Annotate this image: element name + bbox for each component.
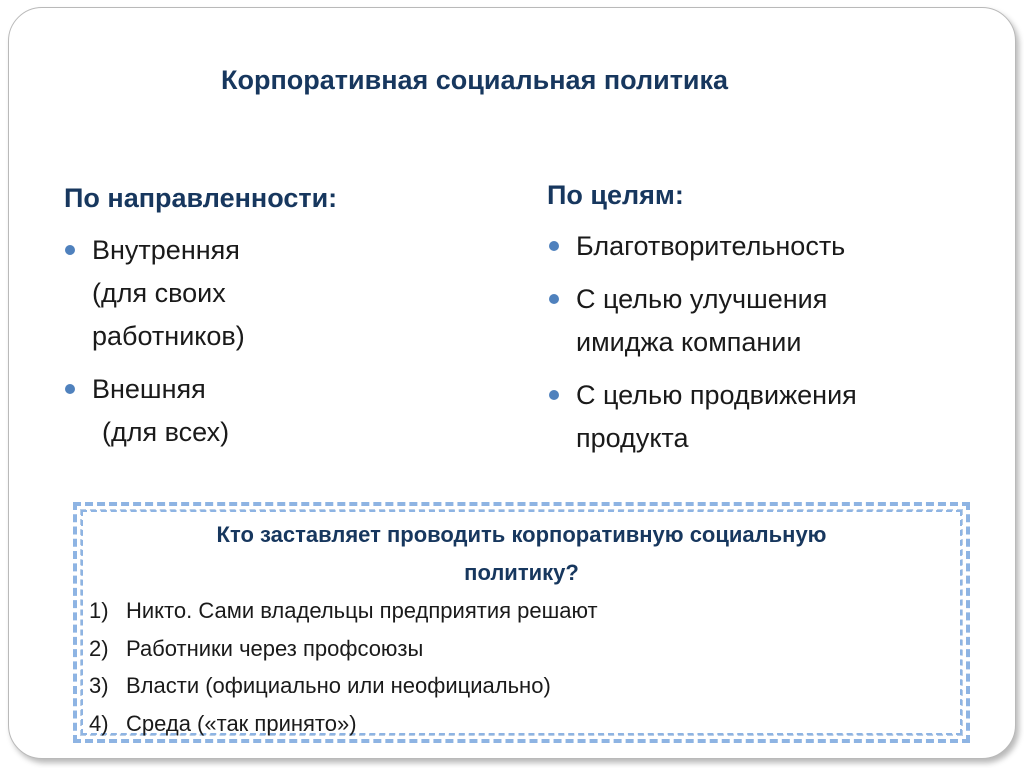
- answer-item: [89, 630, 598, 668]
- item-line: имиджа компании: [576, 327, 802, 357]
- list-item: [576, 278, 996, 364]
- item-line: С целью улучшения: [576, 284, 828, 314]
- answer-item: [89, 667, 598, 705]
- answer-number: 2): [89, 635, 109, 661]
- bullet-icon: [549, 294, 559, 304]
- question-box: [73, 502, 970, 743]
- answer-item: [89, 592, 598, 630]
- answer-number: 1): [89, 598, 109, 623]
- answer-text: Среда («так принято»): [126, 710, 357, 736]
- item-line: (для всех): [102, 417, 230, 447]
- bullet-icon: [65, 245, 75, 255]
- list-item: [92, 229, 392, 358]
- list-item: [576, 225, 996, 268]
- bullet-icon: [65, 384, 75, 394]
- answer-text: Работники через профсоюзы: [126, 635, 424, 661]
- answer-number: 4): [89, 710, 109, 736]
- answer-text: Власти (официально или неофициально): [126, 673, 551, 698]
- goals-heading: По целям:: [547, 180, 684, 210]
- answer-number: 3): [89, 673, 109, 698]
- item-line: Внешняя: [92, 374, 206, 404]
- question-line: Кто заставляет проводить корпоративную социальную: [216, 522, 827, 547]
- question-line: политику?: [464, 560, 579, 585]
- answer-item: [89, 705, 598, 743]
- goals-list: [576, 225, 996, 470]
- list-item: [576, 374, 996, 460]
- list-item: [92, 368, 392, 454]
- item-line: Благотворительность: [576, 231, 846, 261]
- item-line: Внутренняя: [92, 235, 240, 265]
- direction-list: [92, 229, 392, 464]
- answer-text: Никто. Сами владельцы предприятия решают: [126, 598, 598, 623]
- item-line: работников): [92, 321, 245, 351]
- item-line: С целью продвижения: [576, 380, 857, 410]
- question-text: [77, 516, 966, 592]
- answers-list: [89, 592, 598, 742]
- slide-title: Корпоративная социальная политика: [221, 65, 729, 95]
- bullet-icon: [549, 241, 559, 251]
- direction-heading: По направленности:: [64, 183, 338, 213]
- item-line: (для своих: [92, 278, 226, 308]
- item-line: продукта: [576, 423, 689, 453]
- bullet-icon: [549, 390, 559, 400]
